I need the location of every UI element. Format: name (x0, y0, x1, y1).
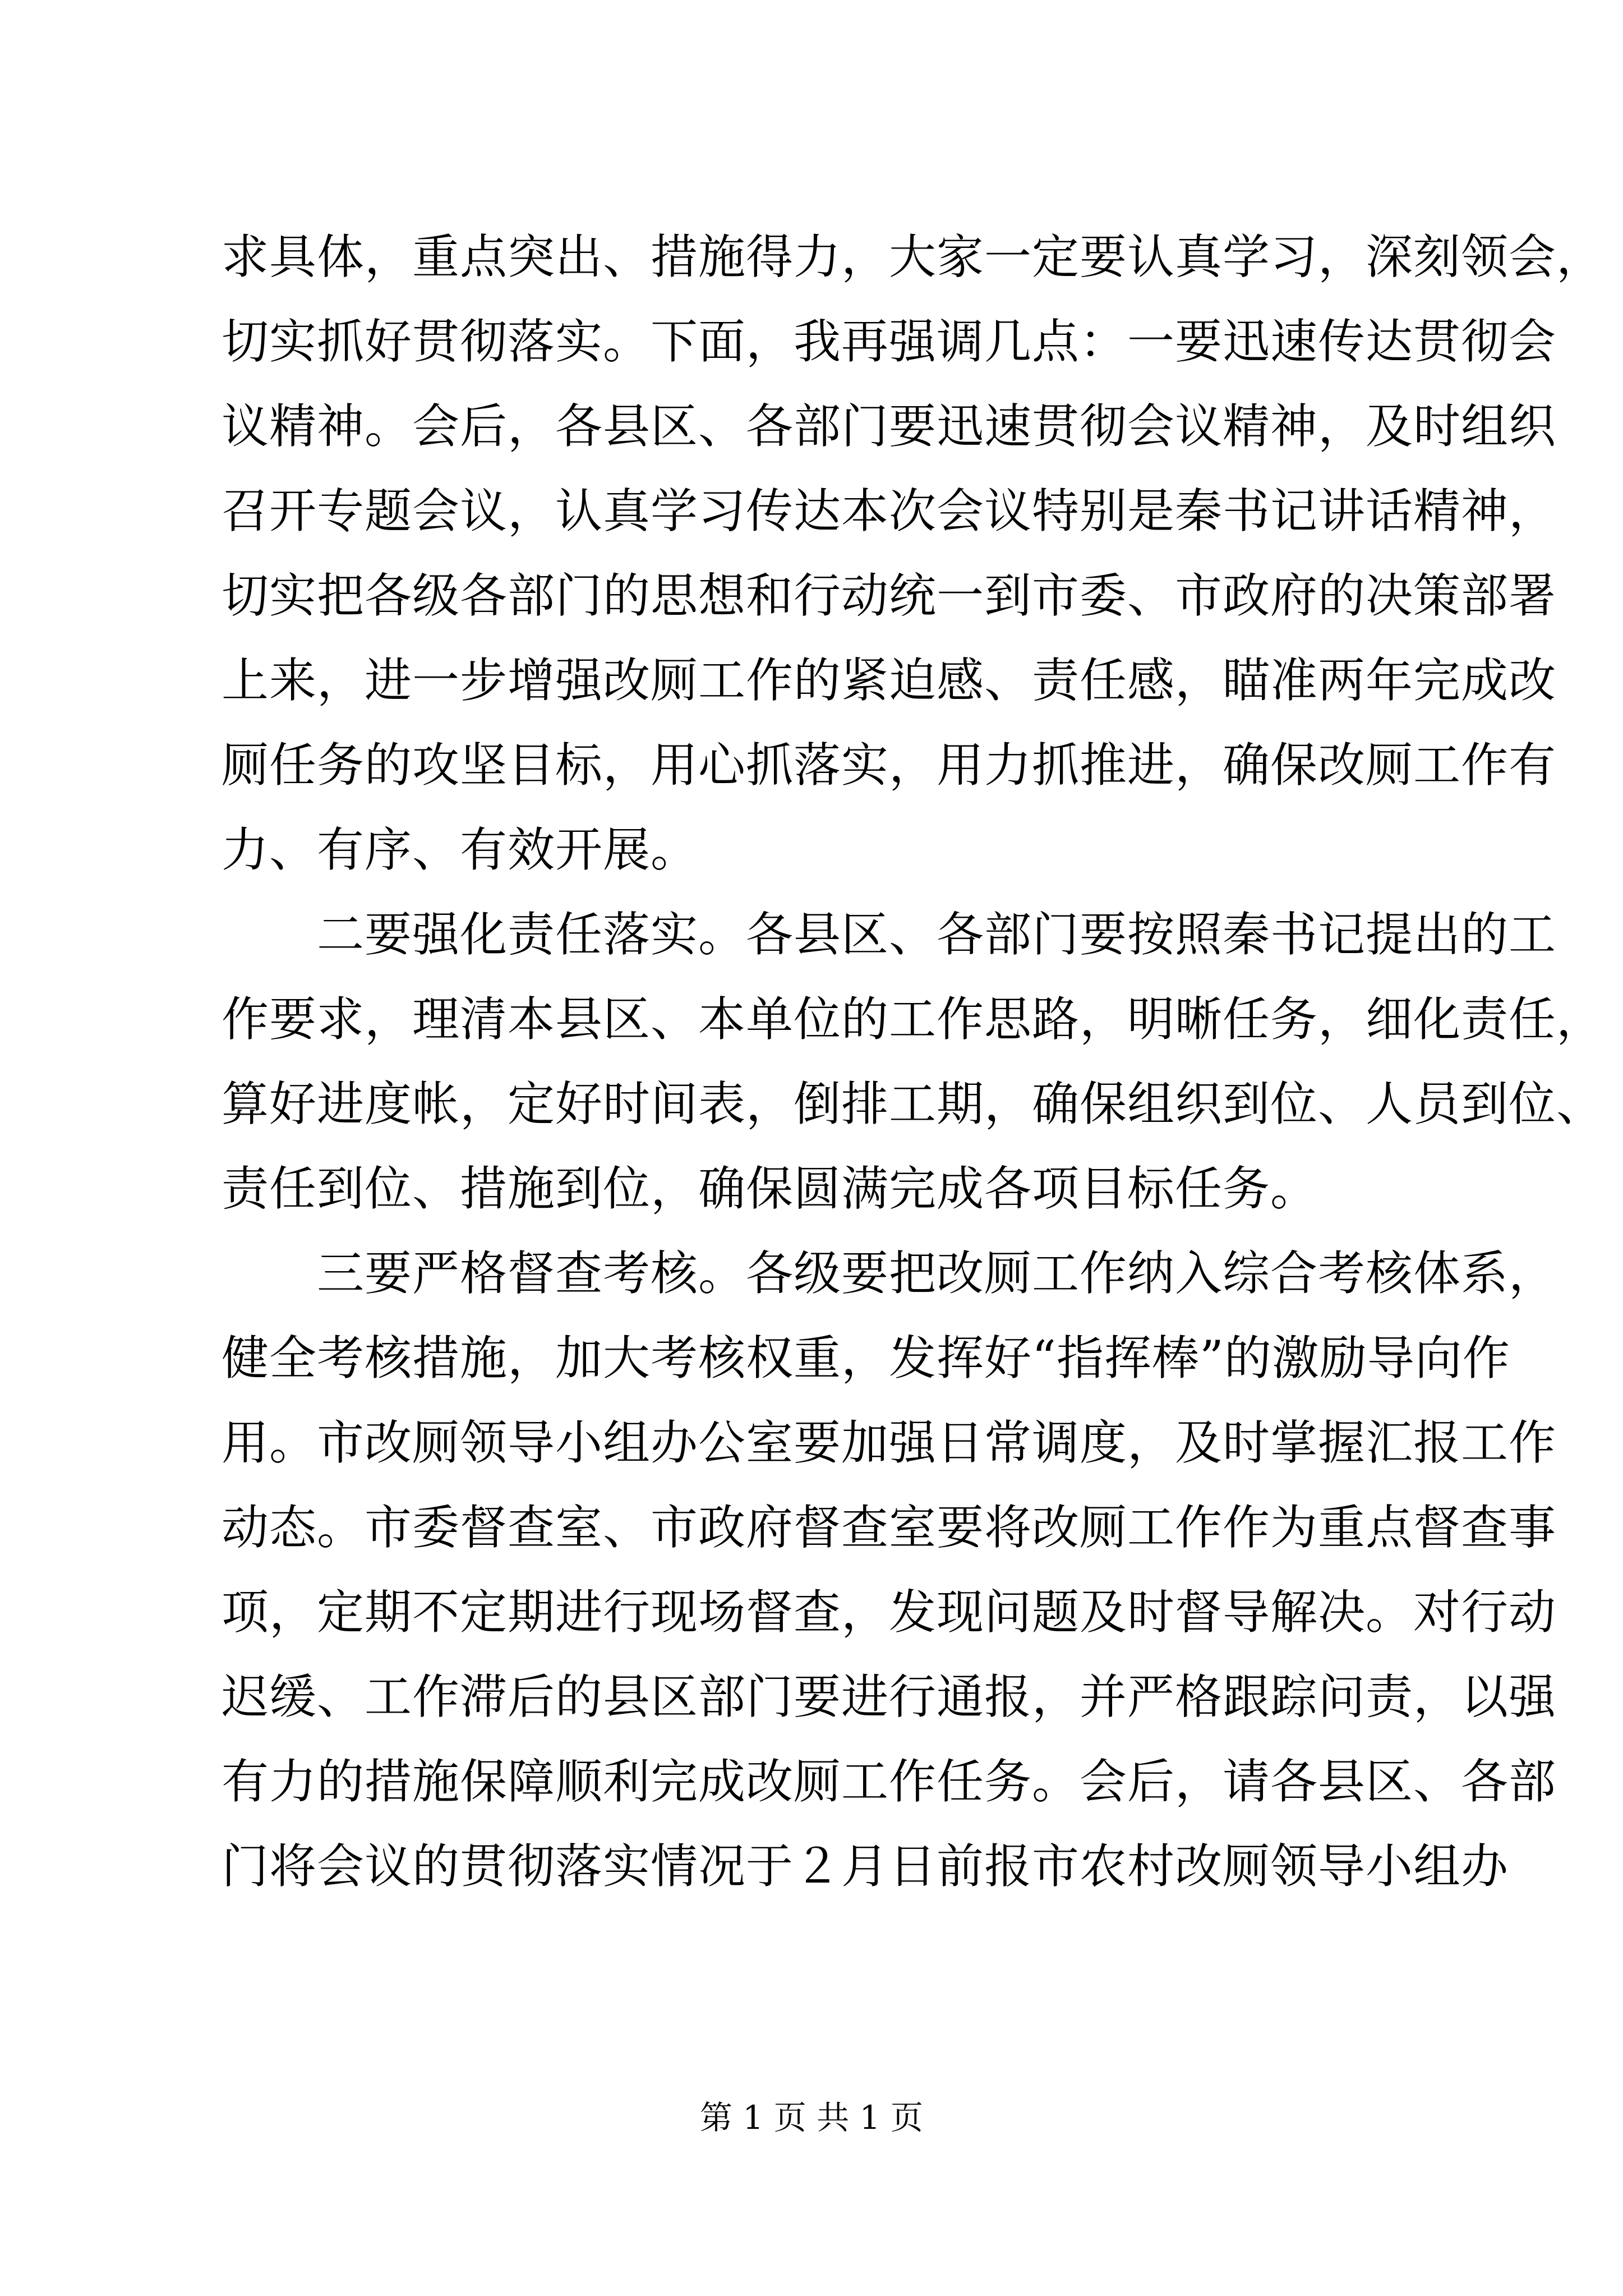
text-line: 项，定期不定期进行现场督查，发现问题及时督导解决。对行动 (222, 1585, 1557, 1640)
text-line: 算好进度帐，定好时间表，倒排工期，确保组织到位、人员到位、 (222, 1076, 1604, 1131)
text-line: 责任到位、措施到位，确保圆满完成各项目标任务。 (222, 1161, 1318, 1216)
text-line: 厕任务的攻坚目标，用心抓落实，用力抓推进，确保改厕工作有 (222, 738, 1557, 793)
text-line: 动态。市委督查室、市政府督查室要将改厕工作作为重点督查事 (222, 1500, 1557, 1555)
text-line: 门将会议的贯彻落实情况于２月日前报市农村改厕领导小组办 (222, 1839, 1509, 1894)
document-body (222, 215, 1604, 1909)
page-number-label: 第 1 页 共 1 页 (700, 2099, 923, 2137)
text-line: 切实把各级各部门的思想和行动统一到市委、市政府的决策部署 (222, 568, 1557, 623)
text-line: 有力的措施保障顺利完成改厕工作任务。会后，请各县区、各部 (222, 1754, 1557, 1809)
text-line: 用。市改厕领导小组办公室要加强日常调度，及时掌握汇报工作 (222, 1415, 1557, 1470)
text-line: 切实抓好贯彻落实。下面，我再强调几点：一要迅速传达贯彻会 (222, 314, 1557, 369)
page-footer (0, 2095, 1623, 2140)
text-line: 议精神。会后，各县区、各部门要迅速贯彻会议精神，及时组织 (222, 399, 1557, 454)
text-line: 迟缓、工作滞后的县区部门要进行通报，并严格跟踪问责，以强 (222, 1669, 1557, 1724)
text-line: 三要严格督查考核。各级要把改厕工作纳入综合考核体系， (222, 1246, 1557, 1301)
text-line: 力、有序、有效开展。 (222, 822, 699, 877)
text-line: 召开专题会议，认真学习传达本次会议特别是秦书记讲话精神， (222, 484, 1557, 539)
text-line: 作要求，理清本县区、本单位的工作思路，明晰任务，细化责任， (222, 992, 1604, 1047)
text-line: 求具体，重点突出、措施得力，大家一定要认真学习，深刻领会， (222, 229, 1604, 284)
text-line: 上来，进一步增强改厕工作的紧迫感、责任感，瞄准两年完成改 (222, 653, 1557, 708)
text-line: 二要强化责任落实。各县区、各部门要按照秦书记提出的工 (222, 907, 1557, 962)
text-line: 健全考核措施，加大考核权重，发挥好“指挥棒”的激励导向作 (222, 1331, 1510, 1386)
